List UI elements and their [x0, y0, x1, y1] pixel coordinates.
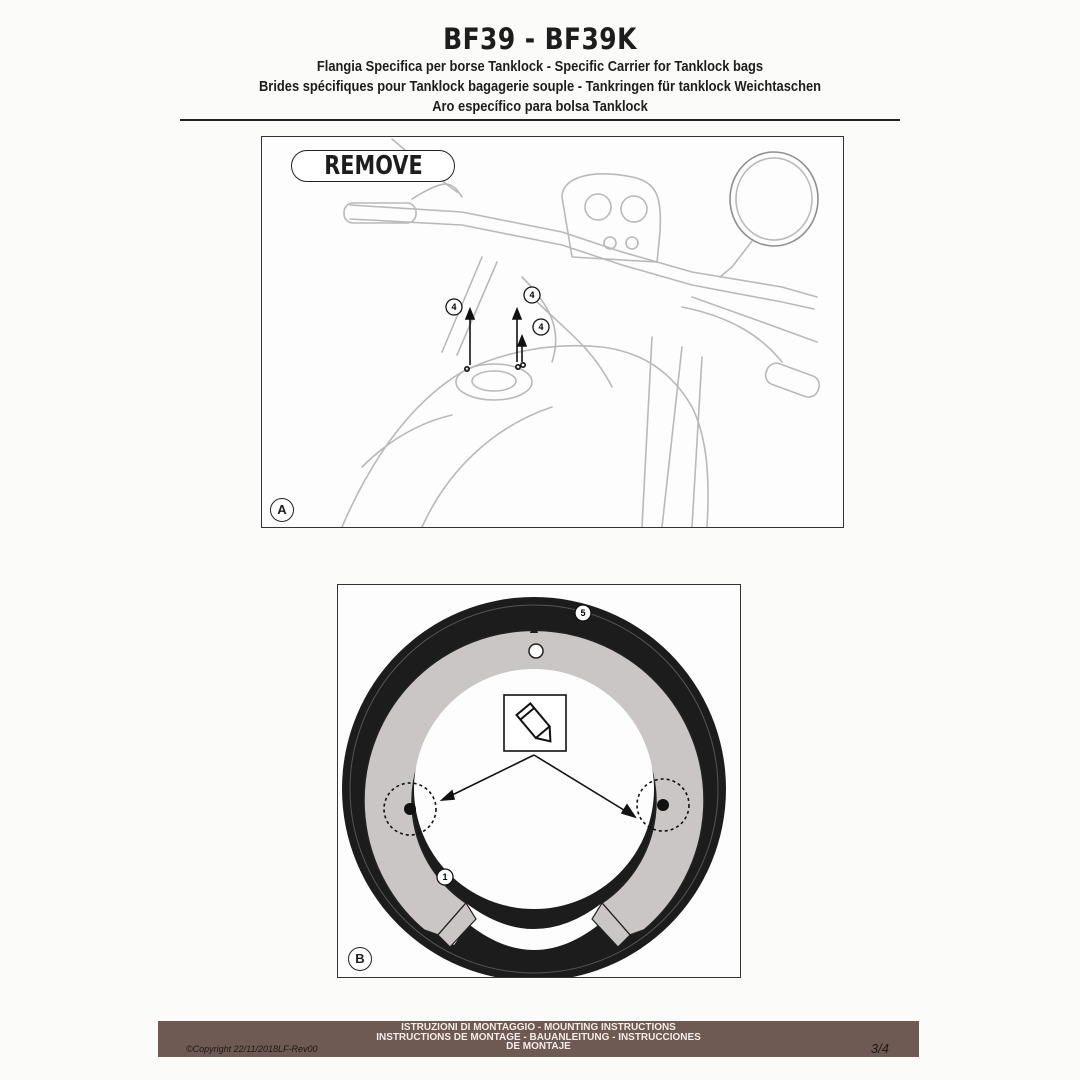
pencil-mark-icon [504, 695, 566, 751]
callout-number: 1 [442, 872, 448, 882]
motorcycle-tank-drawing [262, 137, 843, 527]
callout-number: 4 [538, 322, 544, 332]
footer-bar [158, 1021, 919, 1057]
copyright-note: ©Copyright 22/11/2018LF-Rev00 [186, 1044, 318, 1054]
panel-a-remove-illustration [261, 136, 844, 528]
callout-number: 4 [529, 290, 535, 300]
callout-number: 5 [580, 608, 586, 618]
footer-line-1: ISTRUZIONI DI MONTAGGIO - MOUNTING INSTRUCTIONS [401, 1021, 676, 1033]
subtitle-line-3: Aro específico para bolsa Tanklock [432, 98, 648, 115]
panel-b-flange-illustration [337, 584, 741, 978]
subtitle-line-1: Flangia Specifica per borse Tanklock - Specific Carrier for Tanklock bags [316, 58, 764, 75]
page-title: BF39 - BF39K [443, 22, 637, 56]
remove-badge [291, 150, 455, 182]
footer-line-3: DE MONTAJE [506, 1040, 571, 1052]
panel-label-a: A [270, 498, 294, 522]
footer-line-2: INSTRUCTIONS DE MONTAGE - BAUANLEITUNG - INSTRUCCIONES [376, 1030, 701, 1043]
subtitle-line-2: Brides spécifiques pour Tanklock bagagerie souple - Tankringen für tanklock Weichtaschen [258, 78, 822, 95]
header-divider [180, 119, 900, 121]
callout-number: 4 [451, 302, 457, 312]
remove-label: REMOVE [323, 151, 423, 181]
tank-ring-drawing [338, 585, 740, 977]
panel-label-b: B [348, 947, 372, 971]
page-number: 3/4 [870, 1041, 889, 1056]
